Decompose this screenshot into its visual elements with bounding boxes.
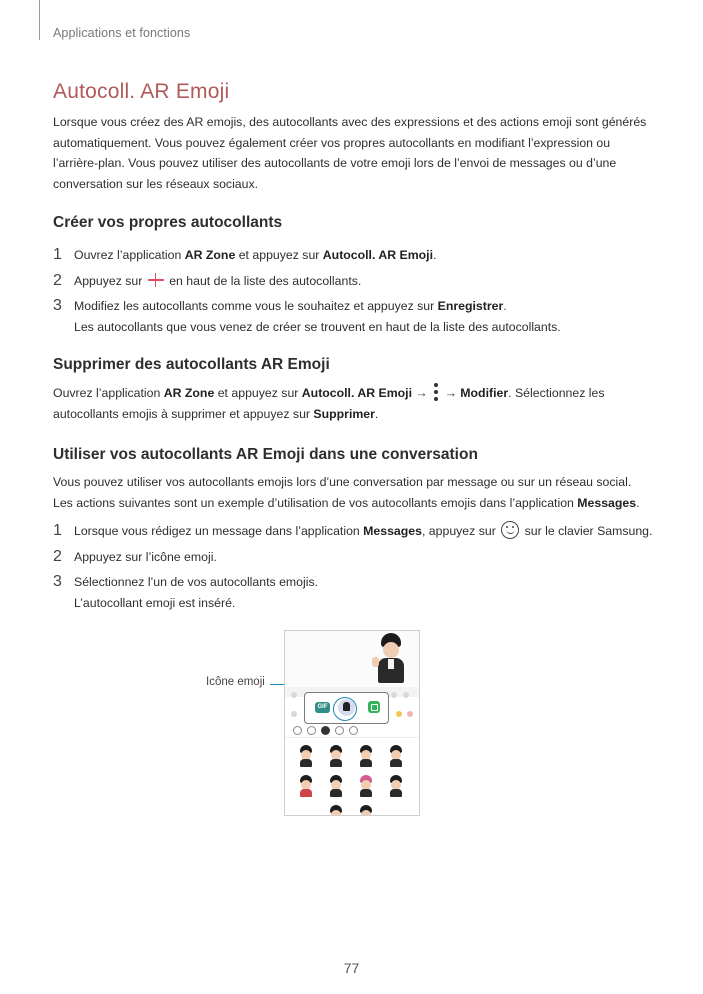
running-head: Applications et fonctions <box>53 26 191 40</box>
keyboard-side-icon <box>291 692 297 698</box>
keyboard-side-icon <box>396 711 402 717</box>
emoji-sticker[interactable] <box>357 775 375 797</box>
emoji-sticker[interactable] <box>387 775 405 797</box>
keyboard-side-icon <box>291 711 297 717</box>
step-number: 3 <box>53 573 62 590</box>
chat-area <box>285 631 419 687</box>
step-number: 2 <box>53 547 62 565</box>
clock-icon[interactable] <box>307 726 316 735</box>
use-step-1 <box>53 521 653 542</box>
smiley-icon <box>501 521 519 539</box>
page-title: Autocoll. AR Emoji <box>53 80 230 103</box>
plus-icon <box>148 273 164 287</box>
keyboard-side-icon <box>403 692 409 698</box>
sticker-button[interactable] <box>368 701 380 713</box>
delete-paragraph: Ouvrez l’application AR Zone et appuyez sur Autocoll. AR Emoji → → Modifier. Sélectionnez les autocollants emojis à supprimer et appuyez sur Supprimer. <box>53 382 653 424</box>
step-text: Appuyez sur l’icône emoji. <box>74 549 217 564</box>
section-delete-title: Supprimer des autocollants AR Emoji <box>53 356 330 373</box>
keyboard-side-icon <box>391 692 397 698</box>
step-text: Sélectionnez l’un de vos autocollants emojis. L’autocollant emoji est inséré. <box>74 575 319 610</box>
emoji-sticker[interactable] <box>297 745 315 767</box>
step-text: Ouvrez l’application AR Zone et appuyez sur Autocoll. AR Emoji. <box>74 248 437 262</box>
create-steps <box>53 245 653 337</box>
emoji-sticker[interactable] <box>327 775 345 797</box>
avatar-tab-icon[interactable] <box>349 726 358 735</box>
use-step-2 <box>53 547 653 568</box>
emoji-sticker[interactable] <box>357 805 375 816</box>
emoji-sticker[interactable] <box>327 745 345 767</box>
step-text: Appuyez sur en haut de la liste des autocollants. <box>74 273 362 288</box>
section-use-title: Utiliser vos autocollants AR Emoji dans une conversation <box>53 446 478 463</box>
step-text: Modifiez les autocollants comme vous le souhaitez et appuyez sur Enregistrer. Les autocollants que vous venez de créer se trouvent en haut de la liste des autocollants. <box>74 299 561 334</box>
step-number: 1 <box>53 246 62 263</box>
emoji-sticker[interactable] <box>297 775 315 797</box>
callout-highlight <box>333 697 357 721</box>
avatar-sticker-image <box>372 633 410 683</box>
use-steps <box>53 521 653 613</box>
use-intro-paragraph: Vous pouvez utiliser vos autocollants emojis lors d’une conversation par message ou sur un réseau social. Les actions suivantes sont un exemple d’utilisation de vos autocollants emojis dans l’application Messages. <box>53 475 640 510</box>
sticker-tabs <box>285 723 419 738</box>
callout-label: Icône emoji <box>206 676 265 688</box>
emoji-sticker[interactable] <box>357 745 375 767</box>
intro-paragraph: Lorsque vous créez des AR emojis, des autocollants avec des expressions et des actions emoji sont générés automatiquement. Vous pouvez également créer vos propres autocollants en modifiant l’expression ou l’arrière-plan. Vous pouvez utiliser des autocollants de votre emoji lors de l’envoi de messages ou d’une conversation sur les réseaux sociaux. <box>53 115 647 191</box>
gif-button[interactable]: GIF <box>315 702 330 713</box>
step-text: Lorsque vous rédigez un message dans l’application Messages, appuyez sur sur le clavier Samsung. <box>74 521 653 542</box>
create-step-3 <box>53 296 653 337</box>
emoji-sticker[interactable] <box>387 745 405 767</box>
avatar-tab-icon[interactable] <box>335 726 344 735</box>
avatar-tab-icon[interactable] <box>321 726 330 735</box>
margin-rule <box>39 0 40 40</box>
keyboard-side-icon <box>407 711 413 717</box>
phone-screenshot <box>284 630 420 816</box>
use-step-3 <box>53 572 653 613</box>
emoji-sticker[interactable] <box>327 805 345 816</box>
step-number: 3 <box>53 297 62 314</box>
section-create-title: Créer vos propres autocollants <box>53 214 283 231</box>
create-step-1 <box>53 245 653 266</box>
more-options-icon <box>433 382 439 402</box>
step-number: 2 <box>53 271 62 289</box>
search-icon[interactable] <box>293 726 302 735</box>
page-number: 77 <box>343 960 360 976</box>
page-content <box>53 80 653 618</box>
step-number: 1 <box>53 522 62 539</box>
create-step-2 <box>53 271 653 292</box>
